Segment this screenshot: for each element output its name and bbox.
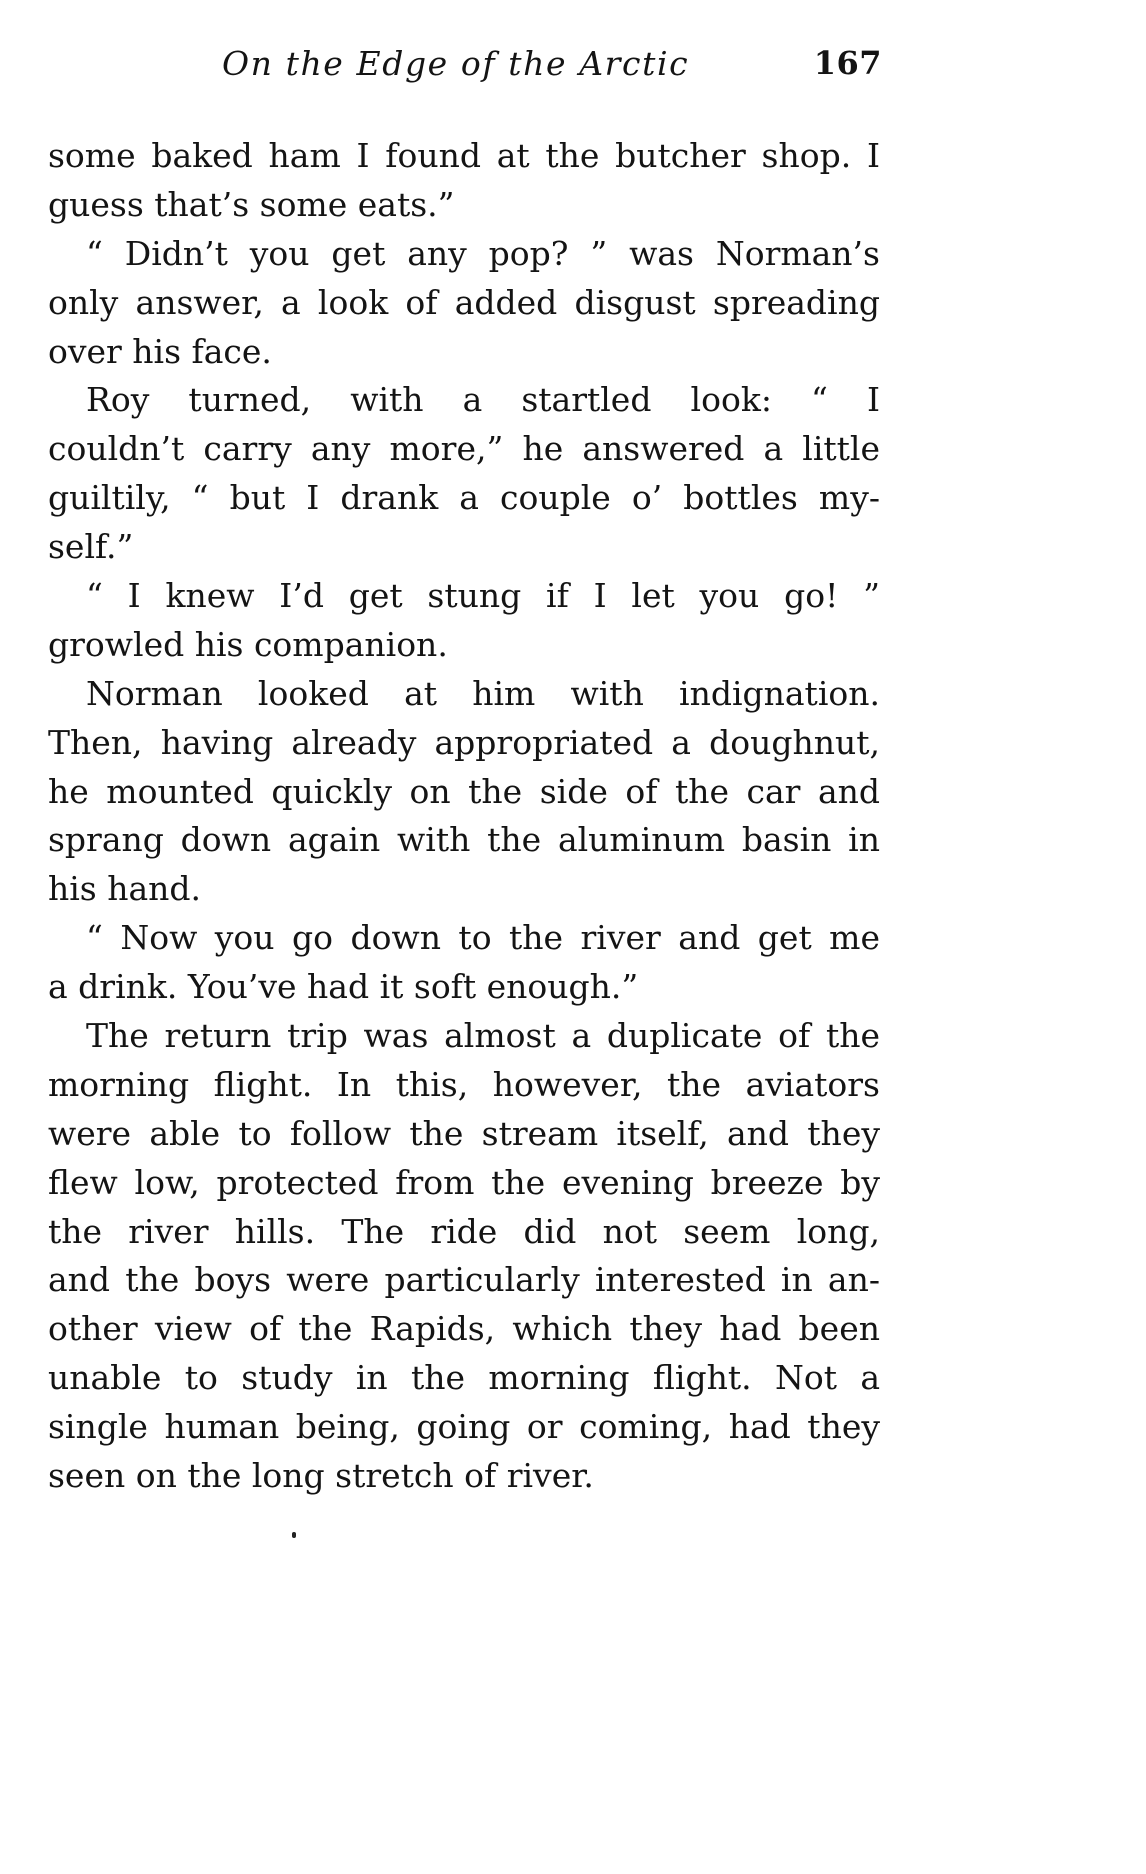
text-line: Roy turned, with a startled look: “ I xyxy=(86,380,880,420)
text-line: unable to study in the morning flight. Not a xyxy=(48,1358,880,1398)
text-line: The return trip was almost a duplicate of the xyxy=(86,1016,880,1056)
text-line: seen on the long stretch of river. xyxy=(48,1456,594,1496)
text-line: single human being, going or coming, had they xyxy=(48,1407,880,1447)
ink-speck xyxy=(292,1532,296,1538)
text-line: flew low, protected from the evening breeze by xyxy=(48,1162,880,1202)
text-line: were able to follow the stream itself, and they xyxy=(48,1113,880,1153)
text-line: his hand. xyxy=(48,869,202,909)
running-head xyxy=(0,44,946,92)
text-line: a drink. You’ve had it soft enough.” xyxy=(48,967,639,1007)
text-line: “ I knew I’d get stung if I let you go! ” xyxy=(86,576,880,616)
text-line: only answer, a look of added disgust spreading xyxy=(48,282,880,322)
text-line: over his face. xyxy=(48,331,272,371)
text-line: and the boys were particularly interested in an- xyxy=(48,1260,880,1300)
text-line: the river hills. The ride did not seem long, xyxy=(48,1211,880,1251)
text-line: growled his companion. xyxy=(48,624,448,664)
text-line: he mounted quickly on the side of the car and xyxy=(48,771,880,811)
body-text xyxy=(48,132,880,1501)
text-line: self.” xyxy=(48,527,134,567)
text-line: “ Now you go down to the river and get me xyxy=(86,918,880,958)
text-line: guiltily, “ but I drank a couple o’ bottles my- xyxy=(48,478,880,518)
text-line: some baked ham I found at the butcher shop. I xyxy=(48,136,880,175)
text-line: guess that’s some eats.” xyxy=(48,184,455,224)
text-line: sprang down again with the aluminum basin in xyxy=(48,820,880,860)
running-head-title: On the Edge of the Arctic xyxy=(222,44,690,83)
text-line: Norman looked at him with indignation. xyxy=(86,673,880,713)
page-number: 167 xyxy=(813,44,882,82)
text-line: other view of the Rapids, which they had been xyxy=(48,1309,880,1349)
text-line: morning flight. In this, however, the aviators xyxy=(48,1064,880,1104)
text-line: “ Didn’t you get any pop? ” was Norman’s xyxy=(86,233,880,273)
text-line: Then, having already appropriated a doughnut, xyxy=(48,722,880,762)
text-line: couldn’t carry any more,” he answered a little xyxy=(48,429,880,469)
